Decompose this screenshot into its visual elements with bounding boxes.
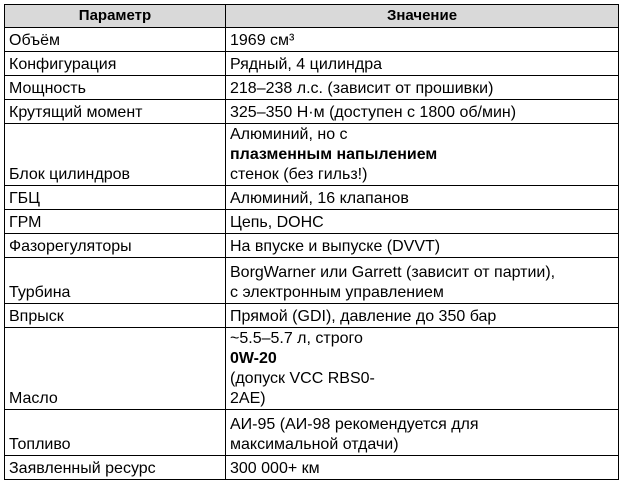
value-cell: Рядный, 4 цилиндра [226,52,619,76]
table-header-row [5,5,619,28]
value-cell [226,124,619,186]
spec-table-container [4,4,619,480]
table-row [5,124,619,186]
table-row [5,100,619,124]
param-cell: Масло [5,328,226,410]
value-cell: Алюминий, 16 клапанов [226,186,619,210]
value-line-1 [230,329,614,389]
table-row [5,186,619,210]
value-cell [226,328,619,410]
table-row [5,410,619,456]
value-text: (допуск VCC RBS0- [230,370,375,387]
value-cell: На впуске и выпуске (DVVT) [226,234,619,258]
param-cell: Конфигурация [5,52,226,76]
value-line-1 [230,125,614,165]
value-line-2: стенок (без гильз!) [230,166,368,183]
table-row [5,210,619,234]
value-text: Алюминий, но с [230,126,348,143]
table-row [5,52,619,76]
table-row [5,28,619,52]
value-cell: 325–350 Н·м (доступен с 1800 об/мин) [226,100,619,124]
value-line-2: 2AE) [230,390,266,407]
value-bold-text: плазменным напылением [230,146,438,163]
table-row [5,328,619,410]
value-line-1: АИ-95 (АИ-98 рекомендуется для [230,416,479,433]
param-cell: Блок цилиндров [5,124,226,186]
table-row [5,304,619,328]
param-cell: Крутящий момент [5,100,226,124]
param-cell: Заявленный ресурс [5,456,226,480]
header-value: Значение [226,5,619,28]
param-cell: Топливо [5,410,226,456]
param-cell: Впрыск [5,304,226,328]
param-cell: Турбина [5,258,226,304]
value-cell: Прямой (GDI), давление до 350 бар [226,304,619,328]
table-row [5,234,619,258]
param-cell: ГРМ [5,210,226,234]
param-cell: ГБЦ [5,186,226,210]
value-cell [226,410,619,456]
value-line-2: с электронным управлением [230,284,444,301]
value-cell: 218–238 л.с. (зависит от прошивки) [226,76,619,100]
engine-spec-table [4,4,619,480]
value-cell: 300 000+ км [226,456,619,480]
value-bold-text: 0W-20 [230,350,277,367]
value-line-1: BorgWarner или Garrett (зависит от партии), [230,264,556,281]
header-parameter: Параметр [5,5,226,28]
param-cell: Фазорегуляторы [5,234,226,258]
table-row [5,76,619,100]
value-text: ~5.5–5.7 л, строго [230,330,363,347]
value-line-2: максимальной отдачи) [230,436,399,453]
param-cell: Мощность [5,76,226,100]
param-cell: Объём [5,28,226,52]
value-cell [226,258,619,304]
value-cell: 1969 см³ [226,28,619,52]
value-cell: Цепь, DOHC [226,210,619,234]
table-row [5,456,619,480]
table-row [5,258,619,304]
